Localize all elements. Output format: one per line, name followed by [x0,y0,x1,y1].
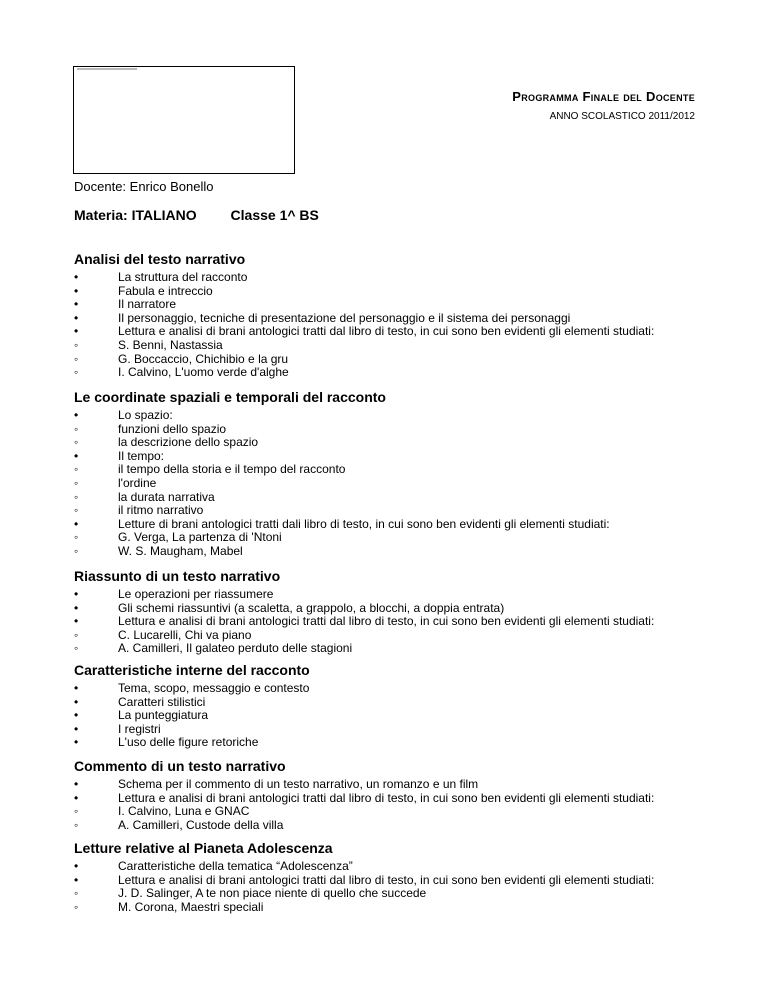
bullet-icon: • [74,324,79,339]
bullet-icon: • [74,283,79,298]
bullet-icon: • [74,600,79,615]
bullet-icon: • [74,516,79,531]
list-item-text: M. Corona, Maestri speciali [118,899,264,914]
sub-bullet-icon: ◦ [74,337,79,352]
list-item-text: S. Benni, Nastassia [118,337,223,352]
sub-bullet-icon: ◦ [74,886,79,901]
sub-bullet-icon: ◦ [74,530,79,545]
list-item-text: Gli schemi riassuntivi (a scaletta, a grappolo, a blocchi, a doppia entrata) [118,600,505,615]
list-item [74,860,714,874]
bullet-icon: • [74,614,79,629]
section-riassunto [74,568,714,656]
sub-bullet-icon: ◦ [74,489,79,504]
section-list [74,682,714,750]
bullet-icon: • [74,270,79,284]
list-item [74,819,714,833]
list-item-text: A. Camilleri, Custode della villa [118,817,284,832]
section-commento [74,758,714,832]
section-list [74,778,714,832]
list-item [74,298,714,312]
bullet-icon: • [74,694,79,709]
list-item-text: Le operazioni per riassumere [118,587,274,601]
sub-bullet-icon: ◦ [74,435,79,450]
bullet-icon: • [74,310,79,325]
list-item [74,436,714,450]
section-list [74,271,714,380]
sub-bullet-icon: ◦ [74,421,79,436]
list-item-text: Fabula e intreccio [118,283,213,298]
sub-bullet-icon: ◦ [74,899,79,914]
subject-label: Materia: ITALIANO [74,207,197,223]
list-item [74,339,714,353]
list-item [74,463,714,477]
logo-caption-line [77,68,137,70]
list-item [74,642,714,656]
list-item-text: I registri [118,721,161,736]
list-item-text: la descrizione dello spazio [118,435,259,450]
list-item-text: Caratteri stilistici [118,694,206,709]
section-title: Le coordinate spaziali e temporali del racconto [74,389,386,405]
section-title: Letture relative al Pianeta Adolescenza [74,840,333,856]
list-item [74,312,714,326]
list-item [74,778,714,792]
list-item [74,736,714,750]
list-item-text: la durata narrativa [118,489,215,504]
list-item [74,629,714,643]
list-item-text: G. Verga, La partenza di 'Ntoni [118,530,282,545]
list-item [74,325,714,339]
list-item-text: J. D. Salinger, A te non piace niente di quello che succede [118,886,427,901]
list-item-text: I. Calvino, Luna e GNAC [118,804,250,819]
bullet-icon: • [74,297,79,312]
bullet-icon: • [74,448,79,463]
list-item [74,615,714,629]
sub-bullet-icon: ◦ [74,641,79,656]
list-item-text: A. Camilleri, Il galateo perduto delle stagioni [118,641,353,656]
bullet-icon: • [74,735,79,750]
list-item [74,423,714,437]
bullet-icon: • [74,721,79,736]
section-list [74,409,714,559]
sub-bullet-icon: ◦ [74,804,79,819]
list-item [74,409,714,423]
section-title: Caratteristiche interne del racconto [74,662,310,678]
class-label: Classe 1^ BS [230,207,319,223]
sub-bullet-icon: ◦ [74,351,79,366]
list-item-text: Lettura e analisi di brani antologici tratti dal libro di testo, in cui sono ben evidenti gli elementi studiati: [118,790,655,805]
list-item [74,682,714,696]
list-item [74,491,714,505]
list-item [74,696,714,710]
sub-bullet-icon: ◦ [74,475,79,490]
list-item-text: Tema, scopo, messaggio e contesto [118,681,310,695]
list-item-text: Lo spazio: [118,408,173,422]
section-title: Commento di un testo narrativo [74,758,286,774]
list-item [74,477,714,491]
list-item-text: C. Lucarelli, Chi va piano [118,627,252,642]
list-item-text: Letture di brani antologici tratti dali libro di testo, in cui sono ben evidenti gli elementi studiati: [118,516,610,531]
section-list [74,860,714,914]
list-item-text: Schema per il commento di un testo narrativo, un romanzo e un film [118,777,479,791]
list-item [74,353,714,367]
list-item [74,545,714,559]
list-item-text: G. Boccaccio, Chichibio e la gru [118,351,289,366]
sub-bullet-icon: ◦ [74,462,79,477]
bullet-icon: • [74,777,79,791]
list-item-text: Caratteristiche della tematica “Adolescenza” [118,859,353,873]
list-item [74,588,714,602]
list-item-text: il tempo della storia e il tempo del racconto [118,462,346,477]
list-item [74,709,714,723]
section-title: Analisi del testo narrativo [74,251,246,267]
section-caratteristiche [74,662,714,750]
list-item [74,874,714,888]
list-item [74,602,714,616]
section-adolescenza [74,840,714,914]
sub-bullet-icon: ◦ [74,365,79,380]
list-item-text: Il narratore [118,297,177,312]
list-item-text: Il personaggio, tecniche di presentazione del personaggio e il sistema dei personaggi [118,310,571,325]
list-item-text: W. S. Maugham, Mabel [118,543,243,558]
logo-placeholder [73,66,295,174]
sub-bullet-icon: ◦ [74,627,79,642]
bullet-icon: • [74,859,79,873]
bullet-icon: • [74,790,79,805]
list-item-text: Lettura e analisi di brani antologici tratti dal libro di testo, in cui sono ben evidenti gli elementi studiati: [118,614,655,629]
list-item-text: L'uso delle figure retoriche [118,735,259,750]
list-item-text: La struttura del racconto [118,270,248,284]
section-list [74,588,714,656]
list-item [74,285,714,299]
list-item-text: Il tempo: [118,448,165,463]
teacher-name: Docente: Enrico Bonello [74,179,214,194]
bullet-icon: • [74,587,79,601]
list-item-text: La punteggiatura [118,708,209,723]
list-item [74,887,714,901]
list-item [74,504,714,518]
list-item [74,792,714,806]
section-coordinate [74,389,714,559]
section-analisi [74,251,714,380]
bullet-icon: • [74,408,79,422]
sub-bullet-icon: ◦ [74,503,79,518]
list-item-text: funzioni dello spazio [118,421,227,436]
bullet-icon: • [74,708,79,723]
list-item [74,518,714,532]
list-item [74,271,714,285]
list-item [74,805,714,819]
bullet-icon: • [74,872,79,887]
list-item-text: Lettura e analisi di brani antologici tratti dal libro di testo, in cui sono ben evidenti gli elementi studiati: [118,324,655,339]
document-title: Programma Finale del Docente [512,89,695,104]
list-item-text: I. Calvino, L'uomo verde d'alghe [118,365,289,380]
bullet-icon: • [74,681,79,695]
list-item [74,531,714,545]
list-item [74,723,714,737]
section-title: Riassunto di un testo narrativo [74,568,281,584]
subject-class-row [74,207,319,223]
list-item-text: il ritmo narrativo [118,503,204,518]
list-item [74,366,714,380]
sub-bullet-icon: ◦ [74,543,79,558]
list-item-text: Lettura e analisi di brani antologici tratti dal libro di testo, in cui sono ben evidenti gli elementi studiati: [118,872,655,887]
school-year: ANNO SCOLASTICO 2011/2012 [549,111,695,122]
list-item [74,450,714,464]
list-item-text: l'ordine [118,475,157,490]
sub-bullet-icon: ◦ [74,817,79,832]
list-item [74,901,714,915]
